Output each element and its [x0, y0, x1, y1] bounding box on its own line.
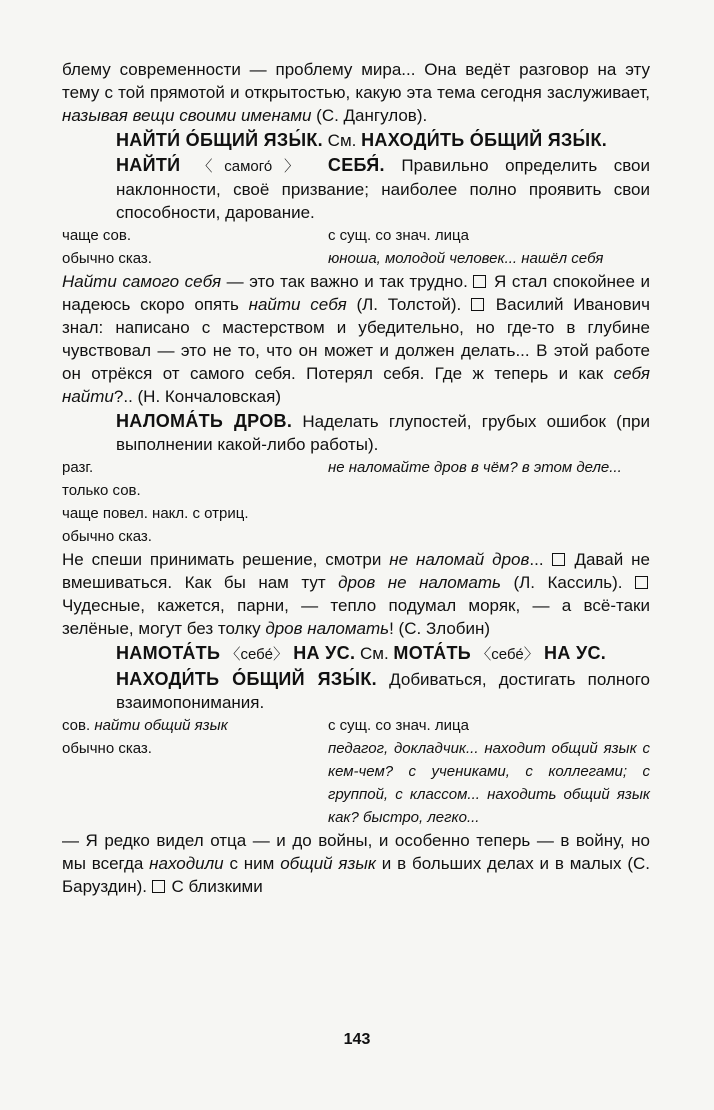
headword: НАЛОМА́ТЬ ДРОВ. [116, 411, 293, 431]
grammar-right [328, 224, 650, 270]
example-text: с ним [223, 854, 281, 873]
collocation-example: не наломайте дров в чём? в этом деле... [328, 459, 622, 476]
optional-word: 〈себе́〉 [225, 646, 288, 663]
cross-reference-end: НА УС. [538, 643, 607, 663]
collocation-note: с сущ. со знач. лица [328, 227, 469, 244]
grammar-left [62, 224, 328, 270]
definition: Добиваться, достигать полного взаимопонимания. [116, 670, 650, 712]
headword-end: СЕБЯ́. [310, 155, 385, 175]
grammar-left [62, 714, 328, 829]
cross-reference: МОТА́ТЬ [393, 643, 477, 663]
grammar-italic: найти общий язык [94, 717, 228, 734]
example-source: ?.. (Н. Кончаловская) [113, 387, 281, 406]
grammar-note: разг. [62, 459, 94, 476]
grammar-note [62, 714, 328, 737]
grammar-right [328, 714, 650, 829]
examples-paragraph [62, 829, 650, 898]
headword: НАХОДИ́ТЬ О́БЩИЙ ЯЗЫ́К. [116, 669, 377, 689]
intro-source: (С. Дангулов). [311, 106, 428, 125]
example-italic: себя найти [62, 364, 650, 406]
example-italic: общий язык [280, 854, 376, 873]
grammar-label: сов. [62, 717, 95, 734]
example-italic: находили [149, 854, 224, 873]
grammar-note: обычно сказ. [62, 740, 152, 757]
example-italic: Найти самого себя [62, 272, 222, 291]
example-italic: дров наломать [265, 619, 390, 638]
example-italic: дров не наломать [338, 573, 501, 592]
examples-paragraph [62, 270, 650, 408]
example-source: (Л. Кассиль). [500, 573, 635, 592]
grammar-notes [62, 224, 650, 270]
entry-nalomat-drov [116, 410, 650, 456]
optional-word: 〈самого́〉 [197, 158, 311, 175]
grammar-notes [62, 456, 650, 502]
entry-nakhodit-obshchii-yazyk [116, 668, 650, 714]
example-text: Давай не вмешиваться. Как бы нам тут [62, 550, 650, 592]
page-number: 143 [343, 1031, 371, 1048]
headword: НАМОТА́ТЬ [116, 643, 226, 663]
square-bullet-icon [473, 275, 486, 288]
example-text: Не спеши принимать решение, смотри [62, 550, 390, 569]
optional-word: 〈себе́〉 [476, 646, 539, 663]
grammar-note: только сов. [62, 482, 141, 499]
example-text: ... [529, 550, 552, 569]
example-source: и в больших делах и в малых (С. Баруздин). [62, 854, 650, 896]
square-bullet-icon [471, 298, 484, 311]
collocation-example: юноша, молодой человек... нашёл себя [328, 250, 604, 267]
see-label: См. [322, 131, 362, 150]
intro-italic: называя вещи своими именами [62, 106, 312, 125]
collocation-example: педагог, докладчик... находит общий язык с кем-чем? с учениками, с коллегами; с группой, с классом... находить общий язык как? быстро, легко... [328, 740, 650, 826]
grammar-note: обычно сказ. [62, 250, 152, 267]
example-source: (Л. Толстой). [346, 295, 472, 314]
cross-reference: НАХОДИ́ТЬ О́БЩИЙ ЯЗЫ́К. [361, 130, 608, 150]
headword: НАЙТИ́ О́БЩИЙ ЯЗЫ́К. [116, 130, 323, 150]
example-text: Я стал спокойнее и надеюсь скоро опять [62, 272, 650, 314]
example-text: Чудесные, кажется, парни, — тепло подумал моряк, — а всё-таки зелёные, могут без толку [62, 596, 650, 638]
square-bullet-icon [152, 880, 165, 893]
grammar-note: чаще сов. [62, 227, 131, 244]
entry-naiti-obshchii-yazyk [116, 129, 650, 152]
grammar-note: обычно сказ. [62, 528, 152, 545]
intro-paragraph [62, 58, 650, 127]
square-bullet-icon [552, 553, 565, 566]
headword-end: НА УС. [287, 643, 356, 663]
example-text: — Я редко видел отца — и до войны, и особенно теперь — в войну, но мы всегда [62, 831, 650, 873]
example-text: — это так важно и так трудно. [221, 272, 474, 291]
example-italic: найти себя [248, 295, 347, 314]
grammar-note: чаще повел. накл. с отриц. [62, 505, 249, 522]
entry-namotat-na-us [116, 642, 650, 666]
definition: Правильно определить свои наклонности, своё призвание; наиболее полно проявить свои способности, дарование. [116, 156, 651, 222]
example-text: С близкими [166, 877, 263, 896]
examples-paragraph [62, 548, 650, 640]
example-source: ! (С. Злобин) [389, 619, 491, 638]
entry-naiti-sebya [116, 154, 650, 224]
definition: Наделать глупостей, грубых ошибок (при выполнении какой-либо работы). [116, 412, 650, 454]
collocation-note: с сущ. со знач. лица [328, 717, 469, 734]
headword: НАЙТИ́ [116, 155, 198, 175]
intro-text: блему современности — проблему мира... Она ведёт разговор на эту тему с той прямотой и открытостью, какую эта тема сегодня заслуживает, [62, 60, 650, 102]
square-bullet-icon [635, 576, 648, 589]
example-text: Василий Иванович знал: написано с мастерством и убедительно, но где-то в глубине чувствовал — это не то, что он может и должен делать... В этой работе он отрёкся от самого себя. Потерял себя. Где ж теперь и как [62, 295, 650, 383]
page-text [62, 58, 650, 898]
example-italic: не наломай дров [389, 550, 530, 569]
grammar-left [62, 456, 328, 502]
grammar-notes [62, 714, 650, 829]
see-label: См. [355, 644, 394, 663]
